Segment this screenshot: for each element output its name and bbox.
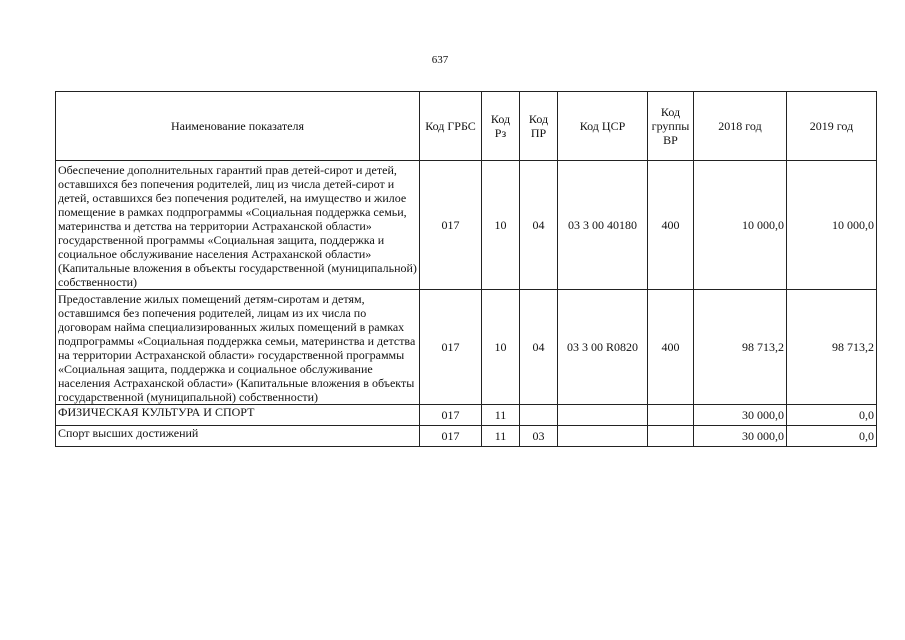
- header-2018: 2018 год: [694, 92, 787, 161]
- row-pr: 04: [520, 161, 558, 290]
- row-rz: 11: [482, 426, 520, 447]
- table-row: [56, 290, 877, 405]
- row-2018: 10 000,0: [694, 161, 787, 290]
- row-csr: [558, 426, 648, 447]
- row-name: Спорт высших достижений: [56, 426, 420, 447]
- table-row: [56, 405, 877, 426]
- row-grbs: 017: [420, 405, 482, 426]
- row-2018: 30 000,0: [694, 426, 787, 447]
- table-row: [56, 426, 877, 447]
- row-vr: [648, 426, 694, 447]
- row-csr: 03 3 00 R0820: [558, 290, 648, 405]
- row-rz: 10: [482, 161, 520, 290]
- row-name: Обеспечение дополнительных гарантий прав детей-сирот и детей, оставшихся без попечения родителей, лиц из числа детей-сирот и детей, оставшихся без попечения родителей, на имущество и жилое помещение в рамках подпрограммы «Социальная поддержка семьи, материнства и детства на территории Астраханской области» государственной программы «Социальная защита, поддержка и социальное обслуживание населения Астраханской области» (Капитальные вложения в объекты государственной (муниципальной) собственности): [56, 161, 420, 290]
- row-pr: [520, 405, 558, 426]
- row-csr: [558, 405, 648, 426]
- row-name: ФИЗИЧЕСКАЯ КУЛЬТУРА И СПОРТ: [56, 405, 420, 426]
- header-vr: Код группы ВР: [648, 92, 694, 161]
- row-2018: 98 713,2: [694, 290, 787, 405]
- row-csr: 03 3 00 40180: [558, 161, 648, 290]
- table-header-row: [56, 92, 877, 161]
- row-name: Предоставление жилых помещений детям-сиротам и детям, оставшимся без попечения родителей, лицам из их числа по договорам найма специализированных жилых помещений в рамках подпрограммы «Социальная поддержка семьи, материнства и детства на территории Астраханской области» государственной программы «Социальная защита, поддержка и социальное обслуживание населения Астраханской области» (Капитальные вложения в объекты государственной (муниципальной) собственности): [56, 290, 420, 405]
- row-2018: 30 000,0: [694, 405, 787, 426]
- row-2019: 98 713,2: [787, 290, 877, 405]
- row-2019: 0,0: [787, 426, 877, 447]
- header-csr: Код ЦСР: [558, 92, 648, 161]
- row-pr: 04: [520, 290, 558, 405]
- header-grbs: Код ГРБС: [420, 92, 482, 161]
- row-grbs: 017: [420, 290, 482, 405]
- row-grbs: 017: [420, 426, 482, 447]
- row-2019: 10 000,0: [787, 161, 877, 290]
- row-vr: 400: [648, 161, 694, 290]
- page-number: 637: [431, 54, 449, 66]
- row-rz: 11: [482, 405, 520, 426]
- header-2019: 2019 год: [787, 92, 877, 161]
- header-pr: Код ПР: [520, 92, 558, 161]
- row-rz: 10: [482, 290, 520, 405]
- header-rz: Код Рз: [482, 92, 520, 161]
- header-name: Наименование показателя: [56, 92, 420, 161]
- budget-table: [55, 91, 877, 447]
- row-vr: [648, 405, 694, 426]
- row-vr: 400: [648, 290, 694, 405]
- row-2019: 0,0: [787, 405, 877, 426]
- row-pr: 03: [520, 426, 558, 447]
- row-grbs: 017: [420, 161, 482, 290]
- table-row: [56, 161, 877, 290]
